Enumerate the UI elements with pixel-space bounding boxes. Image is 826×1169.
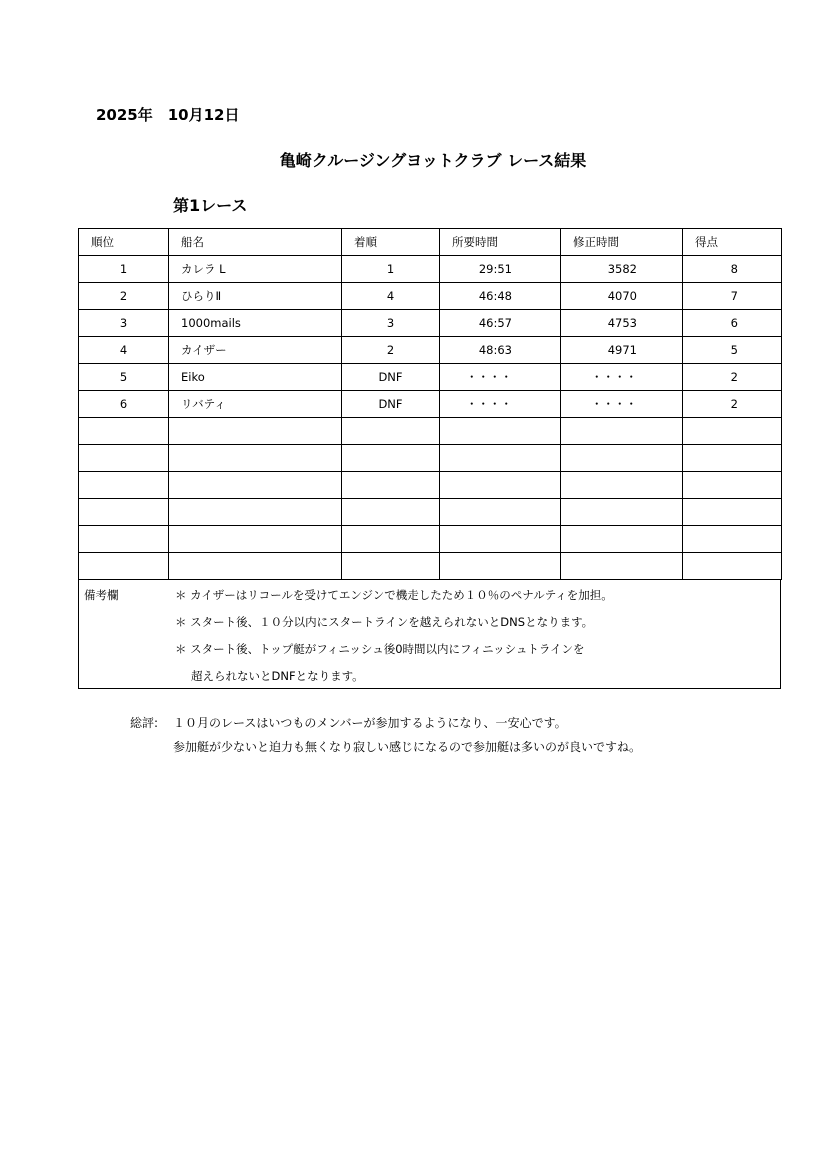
table-row [79, 310, 782, 337]
rank-cell: 1 [79, 256, 169, 283]
finish-order-cell [342, 499, 440, 526]
boat-name-cell [169, 472, 342, 499]
results-table [78, 228, 782, 580]
finish-order-cell [342, 445, 440, 472]
corrected-time-cell: ・・・・ [561, 391, 683, 418]
boat-name-cell: カレラ L [169, 256, 342, 283]
summary-line: 参加艇が少ないと迫力も無くなり寂しい感じになるので参加艇は多いのが良いですね。 [173, 740, 642, 754]
table-row [79, 499, 782, 526]
finish-order-cell [342, 553, 440, 580]
boat-name-cell [169, 553, 342, 580]
header-boat-name: 船名 [169, 229, 342, 256]
table-row [79, 553, 782, 580]
finish-order-cell [342, 526, 440, 553]
points-cell [683, 553, 782, 580]
elapsed-time-cell: ・・・・ [440, 391, 561, 418]
table-row [79, 364, 782, 391]
boat-name-cell: リバティ [169, 391, 342, 418]
boat-name-cell [169, 445, 342, 472]
corrected-time-cell: 4971 [561, 337, 683, 364]
rank-cell: 5 [79, 364, 169, 391]
elapsed-time-cell [440, 472, 561, 499]
corrected-time-cell [561, 445, 683, 472]
rank-cell [79, 526, 169, 553]
header-points: 得点 [683, 229, 782, 256]
header-elapsed-time: 所要時間 [440, 229, 561, 256]
elapsed-time-cell: 48:63 [440, 337, 561, 364]
corrected-time-cell [561, 499, 683, 526]
table-header-row [79, 229, 782, 256]
corrected-time-cell [561, 418, 683, 445]
points-cell: 6 [683, 310, 782, 337]
corrected-time-cell: 3582 [561, 256, 683, 283]
finish-order-cell: 2 [342, 337, 440, 364]
boat-name-cell [169, 418, 342, 445]
boat-name-cell [169, 526, 342, 553]
finish-order-cell: 4 [342, 283, 440, 310]
finish-order-cell: 3 [342, 310, 440, 337]
corrected-time-cell [561, 472, 683, 499]
rank-cell [79, 499, 169, 526]
points-cell: 5 [683, 337, 782, 364]
finish-order-cell: DNF [342, 391, 440, 418]
table-row [79, 256, 782, 283]
boat-name-cell: Eiko [169, 364, 342, 391]
boat-name-cell: 1000mails [169, 310, 342, 337]
rank-cell [79, 445, 169, 472]
summary-line: １０月のレースはいつものメンバーが参加するようになり、一安心です。 [173, 716, 567, 730]
finish-order-cell: 1 [342, 256, 440, 283]
rank-cell: 6 [79, 391, 169, 418]
page-title: 亀崎クルージングヨットクラブ レース結果 [279, 151, 587, 170]
rank-cell: 3 [79, 310, 169, 337]
elapsed-time-cell: ・・・・ [440, 364, 561, 391]
rank-cell [79, 553, 169, 580]
boat-name-cell [169, 499, 342, 526]
table-row [79, 391, 782, 418]
finish-order-cell [342, 472, 440, 499]
remark-line: ＊ カイザーはリコールを受けてエンジンで機走したため１０％のペナルティを加担。 [175, 588, 613, 602]
rank-cell: 2 [79, 283, 169, 310]
elapsed-time-cell: 46:48 [440, 283, 561, 310]
points-cell [683, 472, 782, 499]
table-row [79, 337, 782, 364]
table-row [79, 445, 782, 472]
elapsed-time-cell: 46:57 [440, 310, 561, 337]
race-label: 第1レース [173, 196, 248, 215]
points-cell: 7 [683, 283, 782, 310]
remark-line: 超えられないとDNFとなります。 [191, 669, 364, 683]
finish-order-cell [342, 418, 440, 445]
boat-name-cell: ひらりⅡ [169, 283, 342, 310]
points-cell: 2 [683, 364, 782, 391]
header-finish-order: 着順 [342, 229, 440, 256]
points-cell [683, 445, 782, 472]
corrected-time-cell: ・・・・ [561, 364, 683, 391]
rank-cell [79, 472, 169, 499]
boat-name-cell: カイザー [169, 337, 342, 364]
header-rank: 順位 [79, 229, 169, 256]
finish-order-cell: DNF [342, 364, 440, 391]
points-cell: 2 [683, 391, 782, 418]
table-row [79, 283, 782, 310]
rank-cell: 4 [79, 337, 169, 364]
elapsed-time-cell [440, 526, 561, 553]
table-row [79, 418, 782, 445]
corrected-time-cell: 4753 [561, 310, 683, 337]
points-cell [683, 499, 782, 526]
table-row [79, 472, 782, 499]
remark-line: ＊ スタート後、１０分以内にスタートラインを越えられないとDNSとなります。 [175, 615, 594, 629]
elapsed-time-cell [440, 553, 561, 580]
remarks-box [78, 580, 781, 689]
points-cell [683, 418, 782, 445]
remarks-label: 備考欄 [84, 588, 119, 602]
remark-line: ＊ スタート後、トップ艇がフィニッシュ後0時間以内にフィニッシュトラインを [175, 642, 585, 656]
corrected-time-cell [561, 526, 683, 553]
summary-label: 総評: [130, 716, 159, 730]
elapsed-time-cell [440, 445, 561, 472]
corrected-time-cell [561, 553, 683, 580]
points-cell [683, 526, 782, 553]
header-corrected-time: 修正時間 [561, 229, 683, 256]
report-date: 2025年 10月12日 [96, 106, 240, 124]
rank-cell [79, 418, 169, 445]
elapsed-time-cell [440, 418, 561, 445]
table-row [79, 526, 782, 553]
elapsed-time-cell: 29:51 [440, 256, 561, 283]
points-cell: 8 [683, 256, 782, 283]
elapsed-time-cell [440, 499, 561, 526]
corrected-time-cell: 4070 [561, 283, 683, 310]
